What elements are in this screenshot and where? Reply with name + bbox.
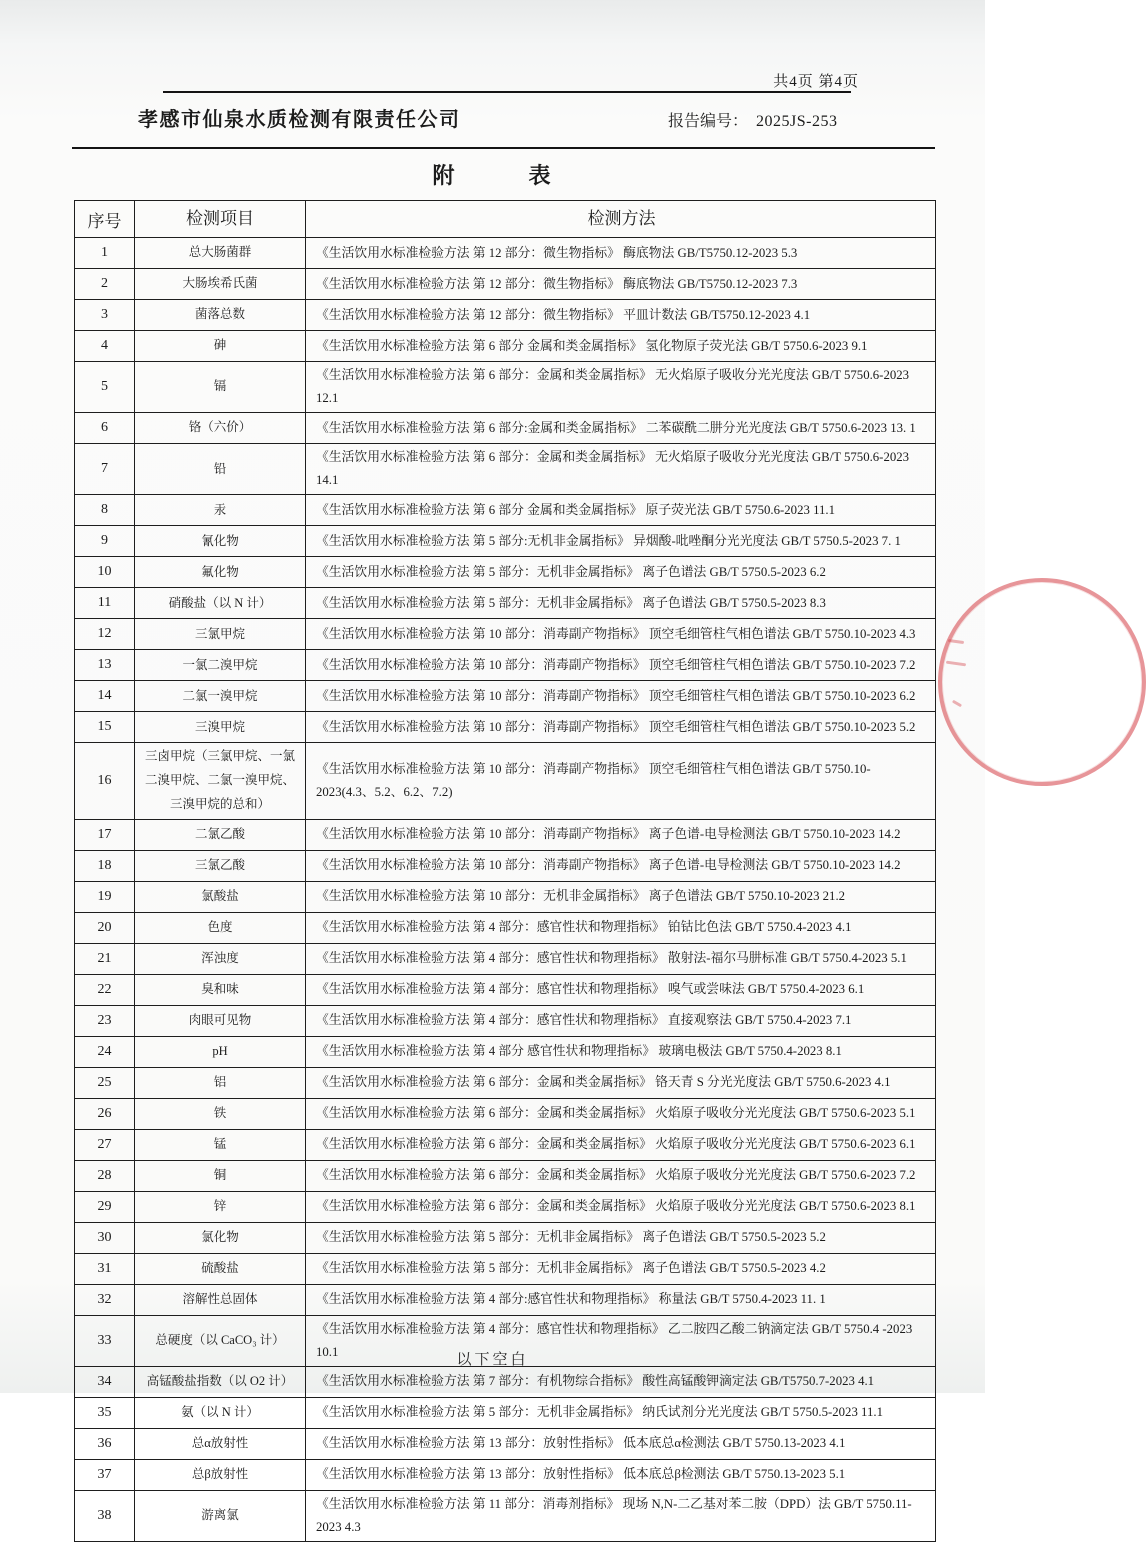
test-method-cell: 《生活饮用水标准检验方法 第 10 部分：消毒副产物指标》 顶空毛细管柱气相色谱法 GB/T 5750.10-2023(4.3、5.2、6.2、7.2)	[306, 743, 936, 819]
row-number-cell: 27	[75, 1129, 135, 1160]
test-item-cell: 锌	[135, 1191, 306, 1222]
row-number-cell: 15	[75, 712, 135, 743]
test-method-cell: 《生活饮用水标准检验方法 第 10 部分：消毒副产物指标》 离子色谱-电导检测法 GB/T 5750.10-2023 14.2	[306, 819, 936, 850]
table-row	[75, 1366, 936, 1397]
test-item-cell: 砷	[135, 331, 306, 362]
row-number-cell: 21	[75, 943, 135, 974]
test-method-cell: 《生活饮用水标准检验方法 第 6 部分：金属和类金属指标》 火焰原子吸收分光光度法 GB/T 5750.6-2023 8.1	[306, 1191, 936, 1222]
test-item-cell: 总大肠菌群	[135, 238, 306, 269]
test-method-cell: 《生活饮用水标准检验方法 第 4 部分:感官性状和物理指标》 称量法 GB/T 5750.4-2023 11. 1	[306, 1284, 936, 1315]
table-row	[75, 588, 936, 619]
table-header-row	[75, 201, 936, 238]
test-method-cell: 《生活饮用水标准检验方法 第 4 部分：感官性状和物理指标》 散射法-福尔马肼标准 GB/T 5750.4-2023 5.1	[306, 943, 936, 974]
test-item-cell: 镉	[135, 362, 306, 413]
test-method-cell: 《生活饮用水标准检验方法 第 6 部分:金属和类金属指标》 二苯碳酰二肼分光光度法 GB/T 5750.6-2023 13. 1	[306, 413, 936, 444]
row-number-cell: 3	[75, 300, 135, 331]
page-count-label: 共4页 第4页	[773, 74, 859, 90]
row-number-cell: 6	[75, 413, 135, 444]
row-number-cell: 34	[75, 1366, 135, 1397]
row-number-cell: 26	[75, 1098, 135, 1129]
row-number-cell: 10	[75, 557, 135, 588]
table-row	[75, 819, 936, 850]
test-item-cell: 臭和味	[135, 974, 306, 1005]
row-number-cell: 7	[75, 444, 135, 495]
table-row	[75, 1160, 936, 1191]
test-method-cell: 《生活饮用水标准检验方法 第 10 部分：消毒副产物指标》 离子色谱-电导检测法 GB/T 5750.10-2023 14.2	[306, 850, 936, 881]
test-method-cell: 《生活饮用水标准检验方法 第 11 部分：消毒剂指标》 现场 N,N-二乙基对苯二胺（DPD）法 GB/T 5750.11-2023 4.3	[306, 1490, 936, 1541]
row-number-cell: 38	[75, 1490, 135, 1541]
row-number-cell: 19	[75, 881, 135, 912]
table-row	[75, 619, 936, 650]
column-header-item: 检测项目	[135, 201, 306, 238]
row-number-cell: 11	[75, 588, 135, 619]
test-method-cell: 《生活饮用水标准检验方法 第 6 部分：金属和类金属指标》 火焰原子吸收分光光度法 GB/T 5750.6-2023 7.2	[306, 1160, 936, 1191]
test-method-cell: 《生活饮用水标准检验方法 第 5 部分：无机非金属指标》 离子色谱法 GB/T 5750.5-2023 6.2	[306, 557, 936, 588]
row-number-cell: 31	[75, 1253, 135, 1284]
row-number-cell: 28	[75, 1160, 135, 1191]
test-item-cell: 氨（以 N 计）	[135, 1397, 306, 1428]
row-number-cell: 18	[75, 850, 135, 881]
table-row	[75, 974, 936, 1005]
table-row	[75, 881, 936, 912]
test-item-cell: 游离氯	[135, 1490, 306, 1541]
row-number-cell: 4	[75, 331, 135, 362]
report-number-line	[668, 108, 837, 131]
row-number-cell: 5	[75, 362, 135, 413]
table-row	[75, 1428, 936, 1459]
table-row	[75, 650, 936, 681]
table-row	[75, 269, 936, 300]
test-method-cell: 《生活饮用水标准检验方法 第 12 部分：微生物指标》 酶底物法 GB/T5750.12-2023 7.3	[306, 269, 936, 300]
test-method-cell: 《生活饮用水标准检验方法 第 13 部分：放射性指标》 低本底总β检测法 GB/T 5750.13-2023 5.1	[306, 1459, 936, 1490]
test-method-cell: 《生活饮用水标准检验方法 第 6 部分：金属和类金属指标》 无火焰原子吸收分光光度法 GB/T 5750.6-2023 14.1	[306, 444, 936, 495]
test-item-cell: 一氯二溴甲烷	[135, 650, 306, 681]
test-method-cell: 《生活饮用水标准检验方法 第 4 部分 感官性状和物理指标》 玻璃电极法 GB/T 5750.4-2023 8.1	[306, 1036, 936, 1067]
test-method-cell: 《生活饮用水标准检验方法 第 5 部分：无机非金属指标》 离子色谱法 GB/T 5750.5-2023 8.3	[306, 588, 936, 619]
row-number-cell: 25	[75, 1067, 135, 1098]
table-row	[75, 1253, 936, 1284]
test-item-cell: 浑浊度	[135, 943, 306, 974]
row-number-cell: 12	[75, 619, 135, 650]
test-item-cell: 菌落总数	[135, 300, 306, 331]
row-number-cell: 2	[75, 269, 135, 300]
test-method-cell: 《生活饮用水标准检验方法 第 5 部分:无机非金属指标》 异烟酸-吡唑酮分光光度法 GB/T 5750.5-2023 7. 1	[306, 526, 936, 557]
row-number-cell: 17	[75, 819, 135, 850]
test-method-cell: 《生活饮用水标准检验方法 第 13 部分：放射性指标》 低本底总α检测法 GB/T 5750.13-2023 4.1	[306, 1428, 936, 1459]
table-row	[75, 331, 936, 362]
test-method-cell: 《生活饮用水标准检验方法 第 10 部分：消毒副产物指标》 顶空毛细管柱气相色谱法 GB/T 5750.10-2023 6.2	[306, 681, 936, 712]
test-method-cell: 《生活饮用水标准检验方法 第 10 部分：消毒副产物指标》 顶空毛细管柱气相色谱法 GB/T 5750.10-2023 7.2	[306, 650, 936, 681]
table-row	[75, 943, 936, 974]
test-item-cell: 铬（六价）	[135, 413, 306, 444]
table-row	[75, 413, 936, 444]
row-number-cell: 22	[75, 974, 135, 1005]
test-method-cell: 《生活饮用水标准检验方法 第 5 部分：无机非金属指标》 纳氏试剂分光光度法 GB/T 5750.5-2023 11.1	[306, 1397, 936, 1428]
row-number-cell: 9	[75, 526, 135, 557]
test-item-cell: 汞	[135, 495, 306, 526]
row-number-cell: 29	[75, 1191, 135, 1222]
test-item-cell: 硫酸盐	[135, 1253, 306, 1284]
test-method-cell: 《生活饮用水标准检验方法 第 4 部分：感官性状和物理指标》 嗅气或尝味法 GB/T 5750.4-2023 6.1	[306, 974, 936, 1005]
table-row	[75, 557, 936, 588]
row-number-cell: 14	[75, 681, 135, 712]
table-row	[75, 1222, 936, 1253]
row-number-cell: 32	[75, 1284, 135, 1315]
table-row	[75, 1490, 936, 1541]
table-row	[75, 850, 936, 881]
report-number-value: 2025JS-253	[756, 113, 838, 130]
test-item-cell: 三溴甲烷	[135, 712, 306, 743]
test-item-cell: 三卤甲烷（三氯甲烷、一氯二溴甲烷、二氯一溴甲烷、三溴甲烷的总和）	[135, 743, 306, 819]
table-row	[75, 526, 936, 557]
row-number-cell: 20	[75, 912, 135, 943]
test-item-cell: 氟化物	[135, 557, 306, 588]
test-item-cell: 总硬度（以 CaCO₃ 计）	[135, 1315, 306, 1366]
test-item-cell: 总α放射性	[135, 1428, 306, 1459]
test-method-cell: 《生活饮用水标准检验方法 第 12 部分：微生物指标》 酶底物法 GB/T5750.12-2023 5.3	[306, 238, 936, 269]
table-row	[75, 1459, 936, 1490]
table-row	[75, 300, 936, 331]
table-row	[75, 1036, 936, 1067]
test-item-cell: 氯酸盐	[135, 881, 306, 912]
test-method-cell: 《生活饮用水标准检验方法 第 6 部分：金属和类金属指标》 火焰原子吸收分光光度法 GB/T 5750.6-2023 5.1	[306, 1098, 936, 1129]
test-item-cell: 氰化物	[135, 526, 306, 557]
test-item-cell: 铅	[135, 444, 306, 495]
page-title: 附 表	[432, 163, 553, 188]
test-item-cell: 硝酸盐（以 N 计）	[135, 588, 306, 619]
table-row	[75, 912, 936, 943]
test-method-cell: 《生活饮用水标准检验方法 第 4 部分：感官性状和物理指标》 直接观察法 GB/T 5750.4-2023 7.1	[306, 1005, 936, 1036]
table-row	[75, 444, 936, 495]
table-body	[75, 238, 936, 1542]
row-number-cell: 8	[75, 495, 135, 526]
test-item-cell: 氯化物	[135, 1222, 306, 1253]
report-number-label: 报告编号：	[668, 113, 749, 130]
test-method-cell: 《生活饮用水标准检验方法 第 6 部分：金属和类金属指标》 铬天青 S 分光光度法 GB/T 5750.6-2023 4.1	[306, 1067, 936, 1098]
test-item-cell: 三氯甲烷	[135, 619, 306, 650]
blank-below-note: 以下空白	[456, 1352, 529, 1368]
table-row	[75, 1098, 936, 1129]
table-row	[75, 712, 936, 743]
test-item-cell: 溶解性总固体	[135, 1284, 306, 1315]
row-number-cell: 36	[75, 1428, 135, 1459]
test-method-table	[74, 200, 936, 1542]
test-item-cell: 二氯乙酸	[135, 819, 306, 850]
row-number-cell: 35	[75, 1397, 135, 1428]
row-number-cell: 24	[75, 1036, 135, 1067]
test-method-cell: 《生活饮用水标准检验方法 第 7 部分：有机物综合指标》 酸性高锰酸钾滴定法 GB/T5750.7-2023 4.1	[306, 1366, 936, 1397]
table-row	[75, 1005, 936, 1036]
test-item-cell: 锰	[135, 1129, 306, 1160]
table-row	[75, 1067, 936, 1098]
column-header-no: 序号	[75, 201, 135, 238]
row-number-cell: 37	[75, 1459, 135, 1490]
row-number-cell: 13	[75, 650, 135, 681]
row-number-cell: 23	[75, 1005, 135, 1036]
test-item-cell: 铝	[135, 1067, 306, 1098]
test-method-cell: 《生活饮用水标准检验方法 第 10 部分：消毒副产物指标》 顶空毛细管柱气相色谱法 GB/T 5750.10-2023 5.2	[306, 712, 936, 743]
test-method-cell: 《生活饮用水标准检验方法 第 4 部分：感官性状和物理指标》 铂钴比色法 GB/T 5750.4-2023 4.1	[306, 912, 936, 943]
row-number-cell: 33	[75, 1315, 135, 1366]
test-item-cell: 二氯一溴甲烷	[135, 681, 306, 712]
table-row	[75, 1284, 936, 1315]
test-method-cell: 《生活饮用水标准检验方法 第 5 部分：无机非金属指标》 离子色谱法 GB/T 5750.5-2023 4.2	[306, 1253, 936, 1284]
test-method-cell: 《生活饮用水标准检验方法 第 10 部分：消毒副产物指标》 顶空毛细管柱气相色谱法 GB/T 5750.10-2023 4.3	[306, 619, 936, 650]
test-item-cell: 肉眼可见物	[135, 1005, 306, 1036]
table-row	[75, 238, 936, 269]
test-method-cell: 《生活饮用水标准检验方法 第 6 部分：金属和类金属指标》 无火焰原子吸收分光光度法 GB/T 5750.6-2023 12.1	[306, 362, 936, 413]
test-item-cell: 铜	[135, 1160, 306, 1191]
test-method-cell: 《生活饮用水标准检验方法 第 6 部分 金属和类金属指标》 原子荧光法 GB/T 5750.6-2023 11.1	[306, 495, 936, 526]
table-row	[75, 362, 936, 413]
table-row	[75, 743, 936, 819]
row-number-cell: 30	[75, 1222, 135, 1253]
column-header-method: 检测方法	[306, 201, 936, 238]
table-row	[75, 1129, 936, 1160]
table-row	[75, 1191, 936, 1222]
test-item-cell: 色度	[135, 912, 306, 943]
test-item-cell: 大肠埃希氏菌	[135, 269, 306, 300]
test-method-cell: 《生活饮用水标准检验方法 第 6 部分：金属和类金属指标》 火焰原子吸收分光光度法 GB/T 5750.6-2023 6.1	[306, 1129, 936, 1160]
company-name: 孝感市仙泉水质检测有限责任公司	[138, 109, 461, 131]
row-number-cell: 16	[75, 743, 135, 819]
header-rule-top	[163, 91, 851, 93]
row-number-cell: 1	[75, 238, 135, 269]
table-row	[75, 495, 936, 526]
red-stamp-ring	[938, 578, 1146, 786]
test-method-cell: 《生活饮用水标准检验方法 第 10 部分：无机非金属指标》 离子色谱法 GB/T 5750.10-2023 21.2	[306, 881, 936, 912]
test-item-cell: 铁	[135, 1098, 306, 1129]
test-item-cell: 高锰酸盐指数（以 O2 计）	[135, 1366, 306, 1397]
test-item-cell: 总β放射性	[135, 1459, 306, 1490]
test-item-cell: pH	[135, 1036, 306, 1067]
table-row	[75, 1397, 936, 1428]
header-rule-bottom	[72, 147, 935, 149]
test-method-cell: 《生活饮用水标准检验方法 第 6 部分 金属和类金属指标》 氢化物原子荧光法 GB/T 5750.6-2023 9.1	[306, 331, 936, 362]
test-method-cell: 《生活饮用水标准检验方法 第 5 部分：无机非金属指标》 离子色谱法 GB/T 5750.5-2023 5.2	[306, 1222, 936, 1253]
test-method-cell: 《生活饮用水标准检验方法 第 4 部分：感官性状和物理指标》 乙二胺四乙酸二钠滴定法 GB/T 5750.4 -2023 10.1	[306, 1315, 936, 1366]
table-row	[75, 681, 936, 712]
test-method-cell: 《生活饮用水标准检验方法 第 12 部分：微生物指标》 平皿计数法 GB/T5750.12-2023 4.1	[306, 300, 936, 331]
test-item-cell: 三氯乙酸	[135, 850, 306, 881]
